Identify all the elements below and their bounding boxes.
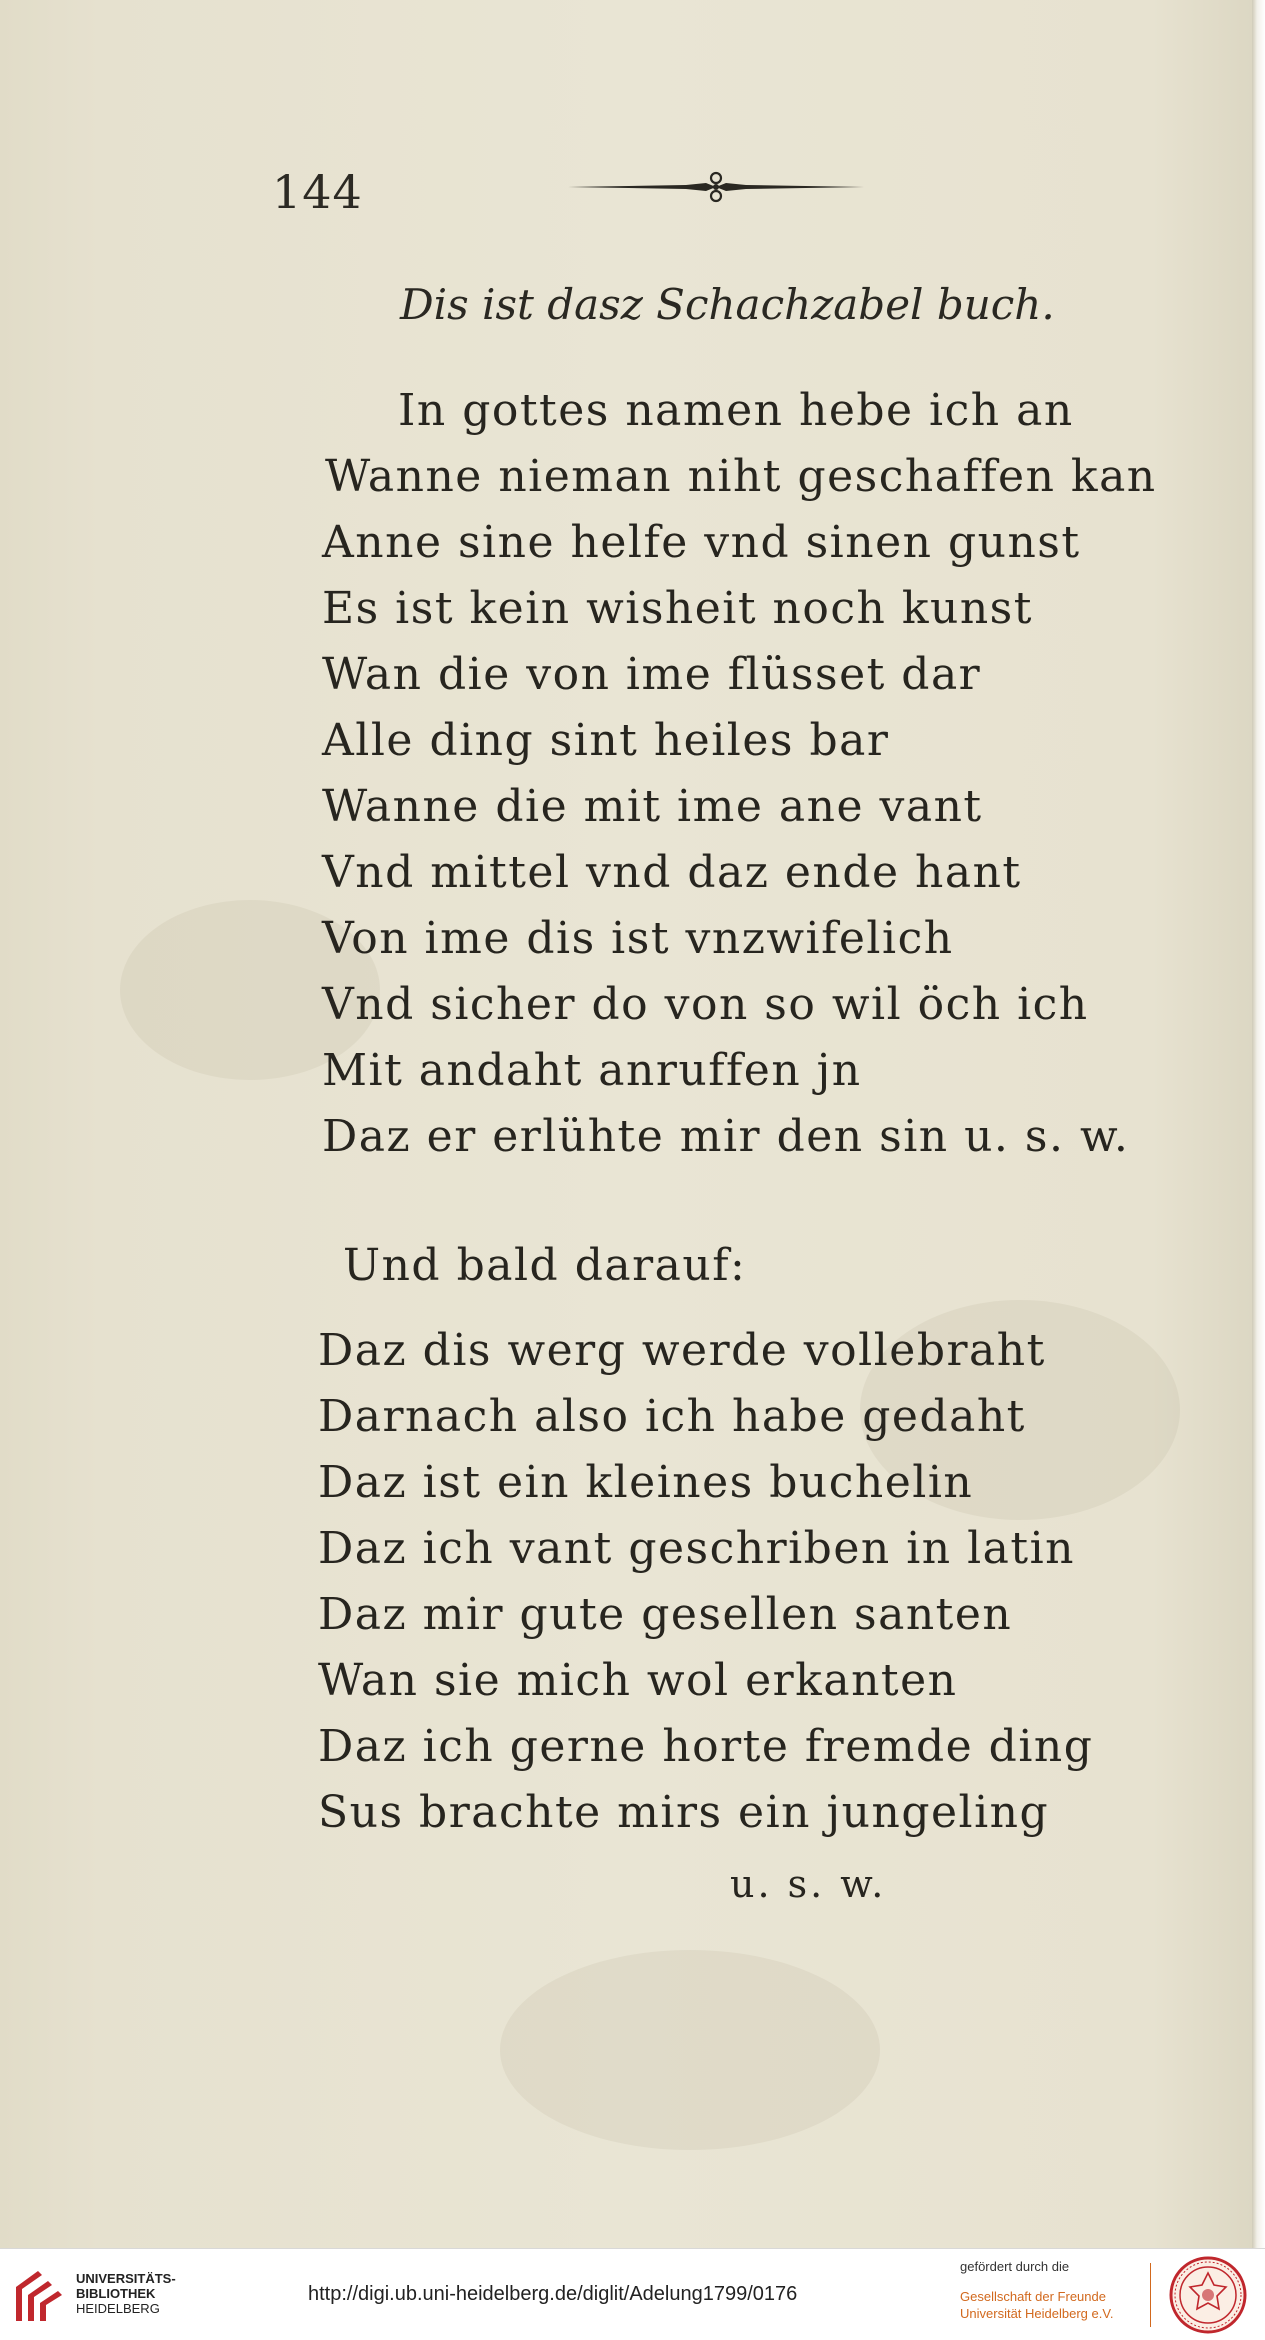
verse-line: Mit andaht anruffen jn (322, 1045, 862, 1096)
verse-line: Wan die von ime flüsset dar (322, 649, 982, 700)
library-name (76, 2271, 176, 2316)
verse-line: Wanne die mit ime ane vant (322, 781, 983, 832)
closing-abbreviation: u. s. w. (730, 1862, 887, 1906)
footer-bar (0, 2248, 1265, 2340)
sponsor-name: Gesellschaft der Freunde (960, 2289, 1106, 2304)
library-name-line: BIBLIOTHEK (76, 2286, 156, 2301)
verse-line: Daz ich gerne horte fremde ding (318, 1721, 1094, 1772)
library-name-line: UNIVERSITÄTS- (76, 2271, 176, 2286)
verse-line: Wan sie mich wol erkanten (318, 1655, 958, 1706)
section-subheading: Und bald darauf: (343, 1240, 747, 1291)
paper-stain (500, 1950, 880, 2150)
page-number: 144 (272, 165, 363, 219)
verse-line: Daz ist ein kleines buchelin (318, 1457, 974, 1508)
page-edge (1252, 0, 1265, 2248)
verse-line: Wanne nieman niht geschaffen kan (325, 451, 1157, 502)
verse-line: Vnd sicher do von so wil öch ich (322, 979, 1089, 1030)
verse-line: In gottes namen hebe ich an (398, 385, 1074, 436)
page-heading: Dis ist dasz Schachzabel buch. (400, 280, 1055, 329)
verse-line: Daz er erlühte mir den sin u. s. w. (322, 1111, 1130, 1162)
ub-heidelberg-logo-icon (12, 2265, 68, 2325)
ornament-rule (566, 170, 866, 204)
sponsor-block (960, 2259, 1150, 2322)
sponsor-name: Universität Heidelberg e.V. (960, 2306, 1114, 2321)
university-seal-icon (1168, 2255, 1248, 2335)
verse-line: Anne sine helfe vnd sinen gunst (322, 517, 1081, 568)
verse-line: Daz mir gute gesellen santen (318, 1589, 1013, 1640)
verse-line: Daz ich vant geschriben in latin (318, 1523, 1076, 1574)
verse-line: Von ime dis ist vnzwifelich (322, 913, 954, 964)
permalink-url[interactable]: http://digi.ub.uni-heidelberg.de/diglit/Adelung1799/0176 (308, 2283, 798, 2305)
library-name-line: HEIDELBERG (76, 2301, 160, 2316)
verse-line: Darnach also ich habe gedaht (318, 1391, 1026, 1442)
verse-line: Es ist kein wisheit noch kunst (322, 583, 1033, 634)
verse-line: Sus brachte mirs ein jungeling (318, 1787, 1050, 1838)
sponsor-label: gefördert durch die (960, 2259, 1070, 2274)
verse-line: Daz dis werg werde vollebraht (318, 1325, 1046, 1376)
sponsor-divider (1150, 2263, 1151, 2327)
verse-line: Alle ding sint heiles bar (322, 715, 890, 766)
verse-line: Vnd mittel vnd daz ende hant (322, 847, 1022, 898)
